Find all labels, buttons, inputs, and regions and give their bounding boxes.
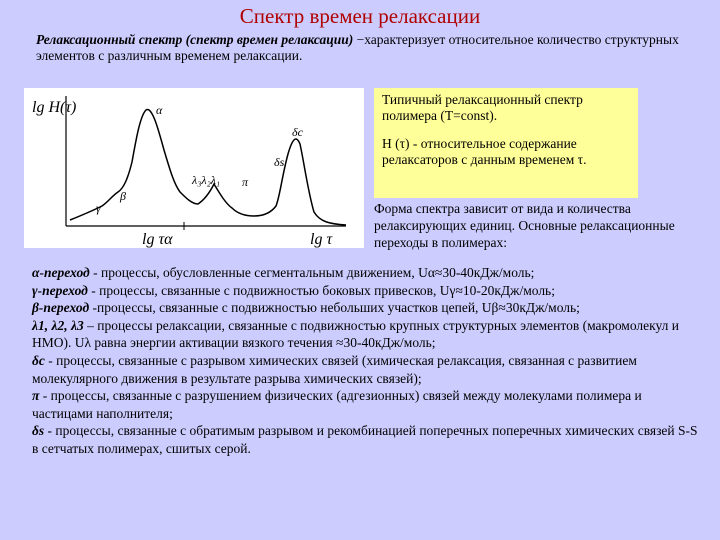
transition-text: - процессы, обусловленные сегментальным движением, Uα≈30-40кДж/моль; (89, 265, 535, 280)
peak-label-gamma: γ (96, 201, 101, 215)
transitions-list (32, 264, 702, 458)
transition-item (32, 387, 702, 422)
transition-item (32, 264, 702, 282)
transition-text: - процессы, связанные с подвижностью боковых привесков, Uγ≈10-20кДж/моль; (87, 282, 555, 298)
info-box (374, 88, 638, 198)
x-axis-label: lg τ (310, 231, 333, 248)
relaxation-spectrum-figure (24, 88, 364, 248)
intro-term: Релаксационный спектр (спектр времен релаксации) (36, 32, 354, 47)
transition-term: δc (32, 352, 45, 368)
intro-paragraph (36, 32, 696, 64)
transition-term: δs (32, 423, 45, 439)
form-paragraph: Форма спектра зависит от вида и количества релаксирующих единиц. Основные релаксационные переходы в полимерах: (374, 201, 675, 250)
transition-term: γ-переход (32, 282, 88, 298)
y-axis-label: lg H(τ) (32, 99, 77, 116)
peak-label-pi: π (242, 175, 249, 189)
transition-text: - процессы, связанные с разрушением физических (адгезионных) связей между молекулами полимера и частицами наполнителя; (32, 388, 642, 421)
x-tick-label: lg τα (142, 231, 173, 248)
transition-text: -процессы, связанные с подвижностью небольших участков цепей, Uβ≈30кДж/моль; (89, 300, 580, 316)
transition-term: λ1, λ2, λ3 (32, 317, 84, 333)
peak-label-beta: β (120, 189, 126, 203)
peak-label-delta-c: δc (292, 125, 303, 139)
transition-item (32, 422, 702, 457)
transition-text: - процессы, связанные с обратимым разрывом и рекомбинацией поперечных поперечных химических связей S-S в сетчатых полимерах, сшитых серой. (32, 423, 698, 456)
peak-label-lambda: λ₃λ₂λ₁ (192, 173, 221, 187)
transition-text: - процессы, связанные с разрывом химических связей (химическая релаксация, связанная с развитием молекулярного движения в результате разрыва химических связей); (32, 352, 637, 386)
transition-term: β-переход (32, 300, 90, 316)
transition-item (32, 299, 702, 317)
transition-term: α-переход (32, 265, 90, 280)
transition-term: π (32, 388, 40, 404)
transition-item (32, 282, 702, 300)
spectrum-curve (70, 110, 346, 225)
peak-label-alpha: α (156, 103, 163, 117)
spectrum-plot (24, 88, 364, 248)
transition-item (32, 317, 702, 352)
intro-text: −характеризует относительное количество структурных элементов с различным временем релаксации. (36, 32, 679, 63)
slide-title: Спектр времен релаксации (239, 4, 481, 28)
info-box-line-2: H (τ) - относительное содержание релаксаторов с данным временем τ. (382, 136, 587, 167)
peak-label-delta-s: δs (274, 155, 285, 169)
info-box-line-1: Типичный релаксационный спектр полимера (T=const). (382, 92, 583, 123)
transition-item (32, 352, 702, 387)
transition-text: – процессы релаксации, связанные с подвижностью крупных структурных элементов (макромолекул и НМО). Uλ равна энергии активации вязкого течения ≈30-40кДж/моль; (32, 317, 680, 351)
